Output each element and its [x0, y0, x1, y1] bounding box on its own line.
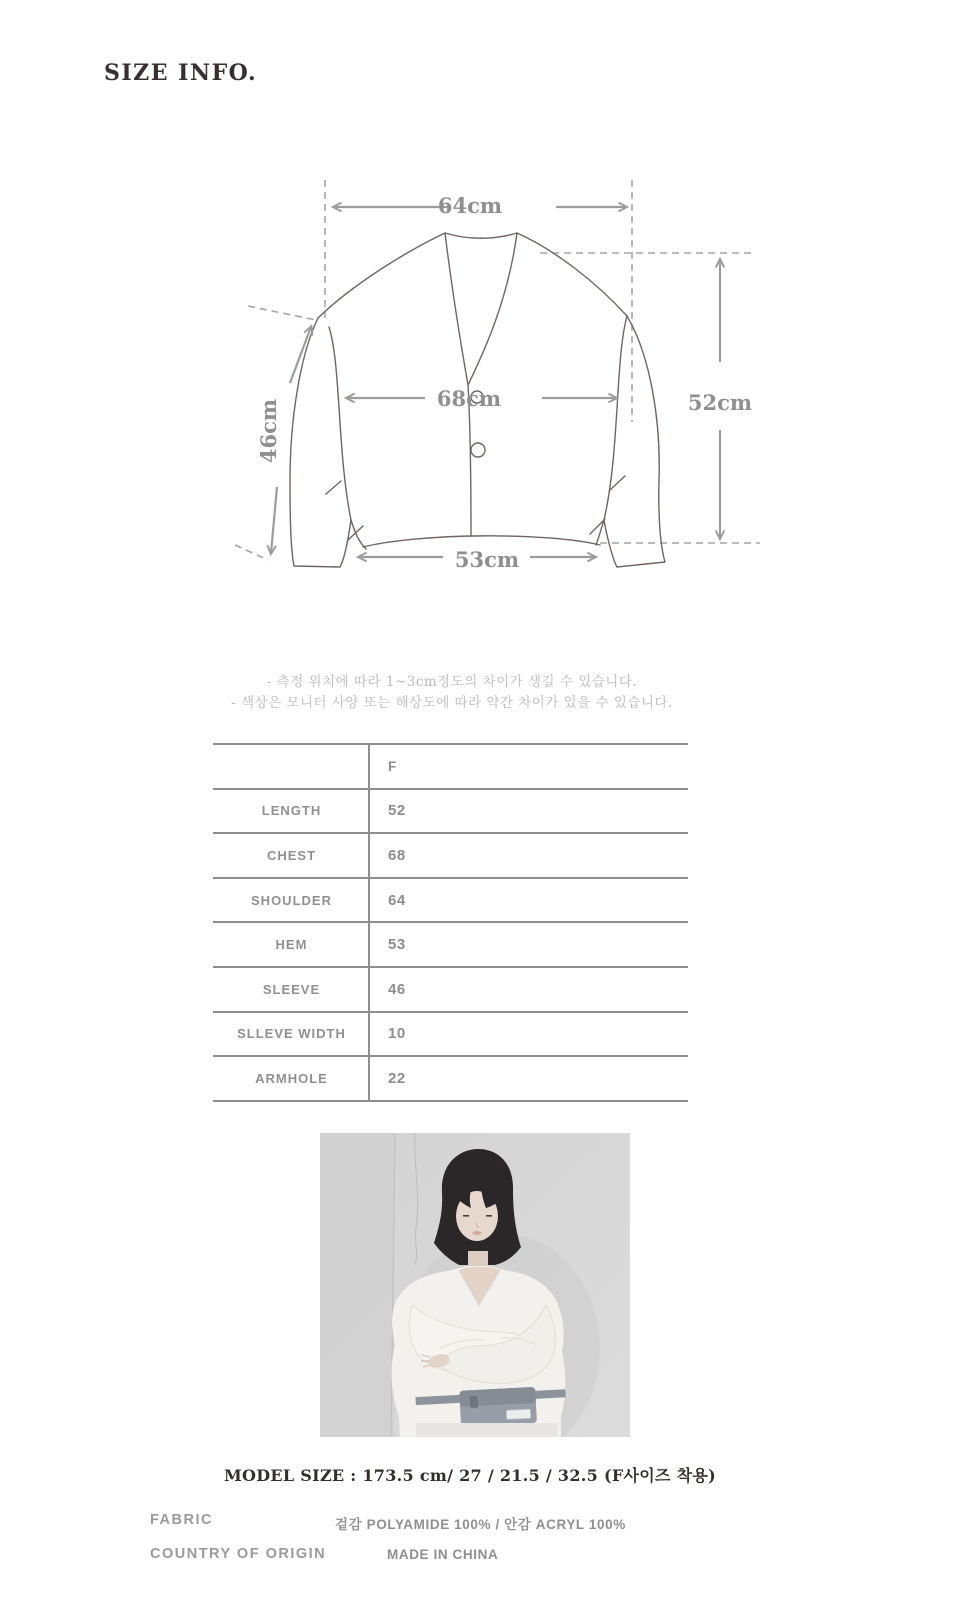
- model-pants: [416, 1423, 558, 1437]
- table-row: [213, 923, 688, 968]
- size-table: [213, 743, 688, 1102]
- row-label: SLLEVE WIDTH: [237, 1026, 346, 1042]
- page-title: SIZE INFO.: [104, 60, 258, 86]
- row-value: 68: [388, 846, 406, 864]
- measurement-arrows: [271, 207, 720, 557]
- hem-width-label: 53cm: [454, 547, 520, 572]
- row-label: SHOULDER: [251, 892, 332, 908]
- row-value: 64: [388, 891, 406, 909]
- row-value: 10: [388, 1025, 406, 1043]
- table-row: [213, 879, 688, 924]
- row-label: HEM: [275, 937, 308, 953]
- chest-width-label: 68cm: [436, 386, 502, 411]
- row-value: 53: [388, 936, 406, 954]
- shoulder-width-label: 64cm: [437, 193, 503, 218]
- row-label: CHEST: [266, 847, 317, 863]
- garment-measurement-diagram: [0, 130, 960, 640]
- country-of-origin-label: COUNTRY OF ORIGIN: [150, 1546, 327, 1562]
- fabric-value: 겉감 POLYAMIDE 100% / 안감 ACRYL 100%: [335, 1517, 626, 1532]
- model-photo: [320, 1133, 630, 1437]
- model-size-text: MODEL SIZE : 173.5 cm/ 27 / 21.5 / 32.5 (F사이즈 착용): [223, 1466, 717, 1485]
- note-line-2: - 색상은 모니터 사양 또는 해상도에 따라 약간 차이가 있을 수 있습니다.: [231, 695, 673, 711]
- table-row: [213, 1057, 688, 1102]
- row-label: ARMHOLE: [255, 1070, 328, 1086]
- row-value: 22: [388, 1069, 406, 1087]
- table-row: [213, 1013, 688, 1058]
- row-value: 52: [388, 802, 406, 820]
- country-of-origin-value: MADE IN CHINA: [387, 1547, 499, 1562]
- table-header-row: [213, 745, 688, 790]
- table-row: [213, 790, 688, 835]
- note-line-1: - 측정 위치에 따라 1~3cm정도의 차이가 생길 수 있습니다.: [266, 674, 638, 690]
- length-label: 52cm: [687, 390, 753, 415]
- row-label: LENGTH: [261, 803, 322, 819]
- size-column-header: F: [388, 758, 397, 774]
- row-label: SLEEVE: [262, 981, 321, 997]
- measurement-notes: [102, 672, 802, 714]
- table-row: [213, 968, 688, 1013]
- table-row: [213, 834, 688, 879]
- row-value: 46: [388, 980, 406, 998]
- sleeve-length-label: 46cm: [256, 398, 281, 464]
- fabric-label: FABRIC: [150, 1512, 213, 1528]
- table-column-divider: [368, 745, 370, 1102]
